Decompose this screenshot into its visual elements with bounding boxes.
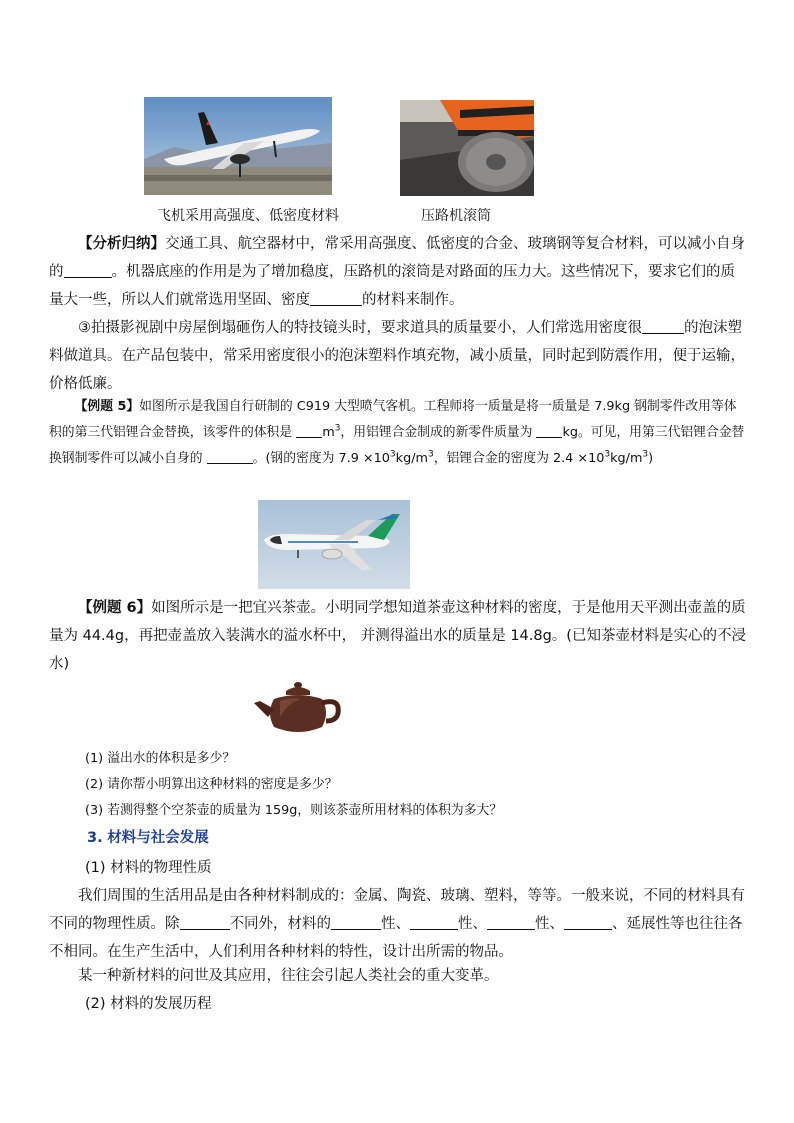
section-number: 3. bbox=[87, 830, 103, 846]
answer-blank[interactable] bbox=[180, 915, 230, 930]
answer-blank[interactable] bbox=[536, 423, 562, 438]
materials-paragraph: 我们周围的生活用品是由各种材料制成的：金属、陶瓷、玻璃、塑料，等等。一般来说，不同的材料具有不同的物理性质。除 不同外，材料的 性、 性、 性、 、延展性等也往往各不相同。在生产生活中，人们利用各种材料的特性，设计出所需的物品。 bbox=[49, 888, 745, 960]
roller-caption: 压路机滚筒 bbox=[421, 208, 491, 224]
example-5-tag: 【例题 5】 bbox=[74, 399, 140, 414]
airplane-photo bbox=[144, 97, 332, 195]
subheading-physical-properties: (1) 材料的物理性质 bbox=[85, 860, 212, 876]
subheading-development: (2) 材料的发展历程 bbox=[85, 996, 212, 1012]
teapot-photo bbox=[250, 677, 348, 739]
plane-caption: 飞机采用高强度、低密度材料 bbox=[157, 208, 339, 224]
road-roller-photo bbox=[400, 100, 534, 196]
example-5: 【例题 5】如图所示是我国自行研制的 C919 大型喷气客机。工程师将一质量是将一质量是 7.9kg 钢制零件改用等体积的第三代铝锂合金替换，该零件的体积是 $m^3$，用铝锂合金制成的新零件质量为 kg。可见，用第三代铝锂合金替换钢制零件可以减小自身的 。(钢的密度为 $7.9 \times 10^3kg/m^3$，铝锂合金的密度为 $2.4 \times 10^3kg/m^3$) bbox=[49, 399, 745, 466]
road-roller-illustration bbox=[400, 100, 534, 196]
question-2: (2) 请你帮小明算出这种材料的密度是多少？ bbox=[85, 777, 338, 792]
question-1: (1) 溢出水的体积是多少？ bbox=[85, 751, 236, 766]
answer-blank[interactable] bbox=[331, 915, 381, 930]
example-6: 【例题 6】如图所示是一把宜兴茶壶。小明同学想知道茶壶这种材料的密度，于是他用天平测出壶盖的质量为 44.4g，再把壶盖放入装满水的溢水杯中， 并测得溢出水的质量是 14.8g。(已知茶壶材料是实心的不浸水) bbox=[49, 600, 746, 672]
answer-blank[interactable] bbox=[207, 449, 253, 464]
section-title: 材料与社会发展 bbox=[107, 830, 209, 846]
analysis-tag: 【分析归纳】 bbox=[78, 236, 165, 252]
answer-blank[interactable] bbox=[487, 915, 535, 930]
answer-blank[interactable] bbox=[310, 291, 362, 306]
answer-blank[interactable] bbox=[64, 263, 112, 278]
section-3-heading bbox=[87, 824, 747, 852]
example-6-tag: 【例题 6】 bbox=[78, 600, 152, 616]
new-material-paragraph: 某一种新材料的问世及其应用，往往会引起人类社会的重大变革。 bbox=[78, 968, 499, 984]
answer-blank[interactable] bbox=[564, 915, 612, 930]
airplane-illustration bbox=[144, 97, 332, 195]
teapot-illustration bbox=[250, 677, 348, 739]
analysis-paragraph: 【分析归纳】交通工具、航空器材中，常采用高强度、低密度的合金、玻璃钢等复合材料，可以减小自身的 。机器底座的作用是为了增加稳度，压路机的滚筒是对路面的压力大。这些情况下，要求它们的质量大一些，所以人们就常选用坚固、密度 的材料来制作。 bbox=[49, 236, 745, 308]
question-3: (3) 若测得整个空茶壶的质量为 159g，则该茶壶所用材料的体积为多大？ bbox=[85, 803, 503, 818]
c919-photo bbox=[258, 500, 410, 589]
foam-paragraph: ③拍摄影视剧中房屋倒塌砸伤人的特技镜头时，要求道具的质量要小，人们常选用密度很 的泡沫塑料做道具。在产品包装中，常采用密度很小的泡沫塑料作填充物，减小质量，同时起到防震作用，便于运输，价格低廉。 bbox=[49, 320, 745, 392]
answer-blank[interactable] bbox=[410, 915, 458, 930]
answer-blank[interactable] bbox=[296, 423, 322, 438]
c919-illustration bbox=[258, 500, 410, 589]
answer-blank[interactable] bbox=[642, 319, 684, 334]
